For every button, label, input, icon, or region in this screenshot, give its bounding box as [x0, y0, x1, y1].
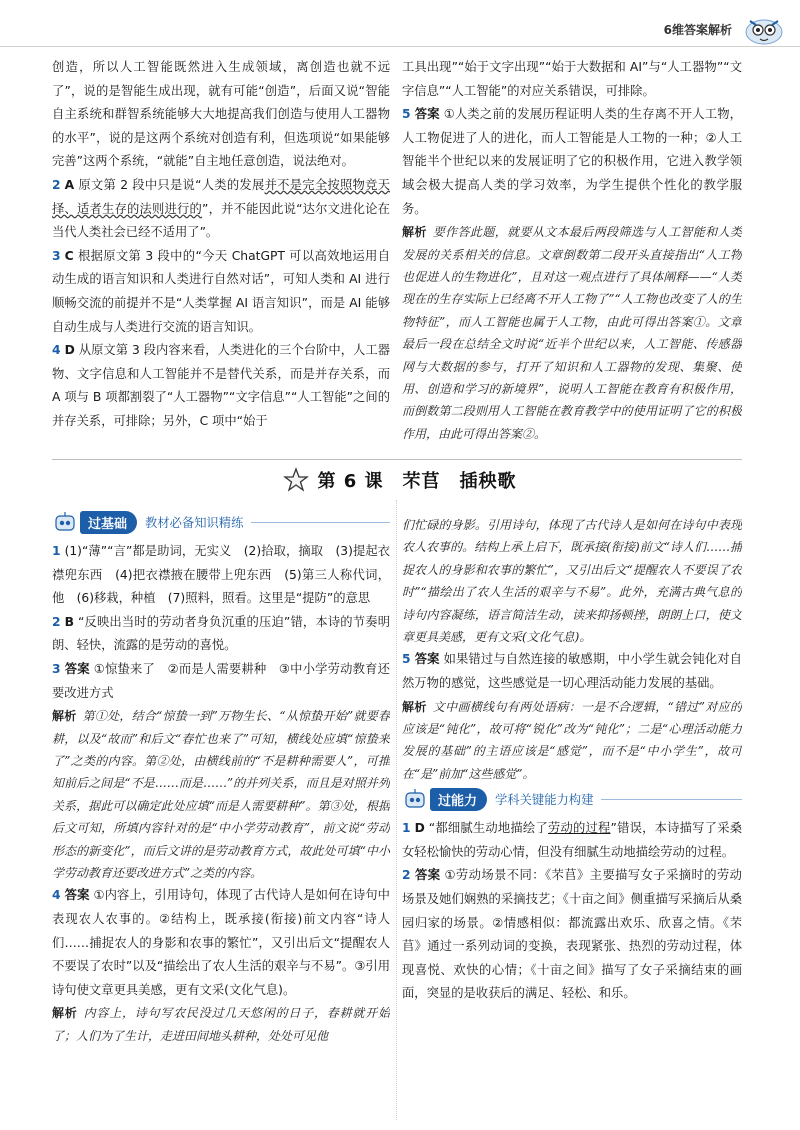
answer-item: 3 答案 ①惊蛰来了 ②而是人需要耕种 ③中小学劳动教育还要改进方式 [52, 661, 390, 700]
mascot-icon [742, 12, 786, 46]
answer-item: 5 答案 如果错过与自然连接的敏感期，中小学生就会钝化对自然万物的感觉，这些感觉是一切心理活动能力发展的基础。 [402, 652, 742, 691]
answer-item: 2 答案 ①劳动场景不同：《芣苢》主要描写女子采摘时的劳动场景及她们娴熟的采摘技艺；《十亩之间》侧重描写采摘后从桑园归家的场景。②情感相似：都流露出欢乐、欣喜之情。《芣苢》通过一系列动词的变换，表现紧张、热烈的劳动过程，体现喜悦、欢快的心情；《十亩之间》描写了女子采摘结束的画面，突显的是收获后的满足、轻松、和乐。 [402, 868, 742, 1001]
lesson-title: 第 6 课 芣苢 插秧歌 [317, 471, 517, 492]
robot-icon [402, 788, 428, 810]
column-upper-left [52, 56, 390, 454]
section-label: 过基础 [80, 511, 137, 534]
answer-item: 3 C 根据原文第 3 段中的“今天 ChatGPT 可以高效地运用自动生成的语言知识和人类进行自然对话”，可知人类和 AI 进行顺畅交流的前提并不是“人类掌握 AI 语言知识”，而是 AI 能够自动生成与人类进行交流的语言知识。 [52, 248, 390, 334]
section-rule [601, 799, 742, 800]
star-icon [283, 467, 309, 493]
column-separator [396, 500, 397, 1120]
wavy-underline-text: 并不是完全按照物竞天择、适者生存的法则进行的 [52, 177, 390, 216]
column-lower-right [402, 514, 742, 1120]
answer-item: 4 答案 ①内容上，引用诗句，体现了古代诗人是如何在诗句中表现农人农事的。②结构上，既承接(衔接)前文内容“诗人们……捕捉农人的身影和农事的繁忙”，又引出后文“提醒农人不要误了农时”以及“描绘出了农人生活的艰辛与不易”。③引用诗句使文章更具美感，更有文采(文化气息)。 [52, 888, 390, 997]
answer-item: 1 D “都细腻生动地描绘了劳动的过程”错误，本诗描写了采桑女轻松愉快的劳动心情，但没有细腻生动地描绘劳动的过程。 [402, 821, 742, 859]
explanation: 解析 文中画横线句有两处语病：一是不合逻辑，“错过”对应的应该是“钝化”，故可将“锐化”改为“钝化”；二是“心理活动能力发展的基础”的主语应该是“感觉”，而不是“中小学生”，故可在“是”前加“这些感觉”。 [402, 699, 742, 781]
column-lower-left [52, 508, 390, 1120]
paragraph: 工具出现”“始于文字出现”“始于大数据和 AI”与“人工器物”“文字信息”“人工智能”的对应关系错误，可排除。 [402, 60, 742, 98]
explanation: 解析 要作答此题，就要从文本最后两段筛选与人工智能和人类发展的关系相关的信息。文章倒数第二段开头直接指出“人工物也促进人的生物进化”，且对这一观点进行了具体阐释——“人类现在的生存实际上已经离不开人工物了”“人工物也改变了人的生物特征”，而人工智能也属于人工物，由此可得出答案①。文章最后一段在总结全文时说“近半个世纪以来，人工智能、传感器网与大数据的参与，打开了知识和人工器物的发现、集聚、使用、创造和学习的新境界”，说明人工智能在教育有积极作用，而倒数第二段则用人工智能在教育教学中的使用证明了它的积极作用，由此可得出答案②。 [402, 225, 742, 441]
section-divider [52, 459, 742, 460]
answer-item: 5 答案 ①人类之前的发展历程证明人类的生存离不开人工物，人工物促进了人的进化，而人工智能是人工物的一种；②人工智能半个世纪以来的发展证明了它的积极作用，它进入教学领域会极大提高人类的学习效率，为学生提供个性化的教学服务。 [402, 107, 742, 216]
section-band-basic [52, 510, 390, 534]
section-subtitle: 教材必备知识精练 [145, 516, 244, 530]
header-title: 6维答案解析 [663, 22, 732, 37]
explanation: 们忙碌的身影。引用诗句，体现了古代诗人是如何在诗句中表现农人农事的。结构上承上启下，既承接(衔接)前文“诗人们……捕捉农人的身影和农事的繁忙”，又引出后文“提醒农人不要误了农时”“描绘出了农人生活的艰辛与不易”。此外，充满古典气息的诗句内容凝练，语言简洁生动，读来抑扬顿挫，朗朗上口，使文章更具美感，更有文采(文化气息)。 [402, 518, 742, 645]
answer-item: 1 (1)“薄”“言”都是助词，无实义 (2)拾取，摘取 (3)提起衣襟兜东西 (4)把衣襟掖在腰带上兜东西 (5)第三人称代词，他 (6)移栽，种植 (7)照料，照看。这里是“提防”的意思 [52, 544, 390, 606]
section-subtitle: 学科关键能力构建 [495, 793, 594, 808]
header-rule [0, 46, 800, 47]
answer-item: 2 A 原文第 2 段中只是说“人类的发展并不是完全按照物竞天择、适者生存的法则进行的”，并不能因此说“达尔文进化论在当代人类社会已经不适用了”。 [52, 177, 390, 240]
running-head [664, 12, 786, 46]
section-band-ability [402, 787, 742, 811]
paragraph: 创造，所以人工智能既然进入生成领域，离创造也就不远了”，说的是智能生成出现，就有可能“创造”，后面又说“智能自主系统和群智系统能够大大地提高我们创造与使用人工器物的水平”，说的是这两个系统对创造有利，但选项说“如果能够完善”这两个系统，“就能”自主地任意创造，说法绝对。 [52, 60, 390, 169]
lesson-heading [200, 463, 600, 497]
robot-icon [52, 511, 78, 533]
underlined-text: 劳动的过程 [547, 821, 611, 836]
section-label: 过能力 [430, 788, 487, 811]
section-rule [251, 522, 390, 523]
explanation: 解析 第①处，结合“惊蛰一到”万物生长、“从惊蛰开始”就要春耕，以及“故而”和后文“春忙也来了”可知，横线处应填“惊蛰来了”之类的内容。第②处，由横线前的“不是耕种需要人”，可推知前后之间是“不是……而是……”的并列关系，而且是对照并列关系，据此可以确定此处应填“而是人需要耕种”。第③处，根据后文可知，所填内容针对的是“中小学劳动教育”，前文说“劳动形态的新变化”，而后文讲的是劳动教育方式，故此处可填“中小学劳动教育还要改进方式”之类的内容。 [52, 709, 390, 880]
explanation: 解析 内容上，诗句写农民没过几天悠闲的日子，春耕就开始了；人们为了生计，走进田间地头耕种，处处可见他 [52, 1006, 390, 1043]
answer-item: 4 D 从原文第 3 段内容来看，人类进化的三个台阶中，人工器物、文字信息和人工智能并不是替代关系，而是并存关系，而 A 项与 B 项都割裂了“人工器物”“文字信息”“人工智能”之间的并存关系，可排除；另外，C 项中“始于 [52, 343, 390, 428]
column-upper-right [402, 56, 742, 454]
answer-item: 2 B “反映出当时的劳动者身负沉重的压迫”错，本诗的节奏明朗、轻快，流露的是劳动的喜悦。 [52, 614, 390, 653]
